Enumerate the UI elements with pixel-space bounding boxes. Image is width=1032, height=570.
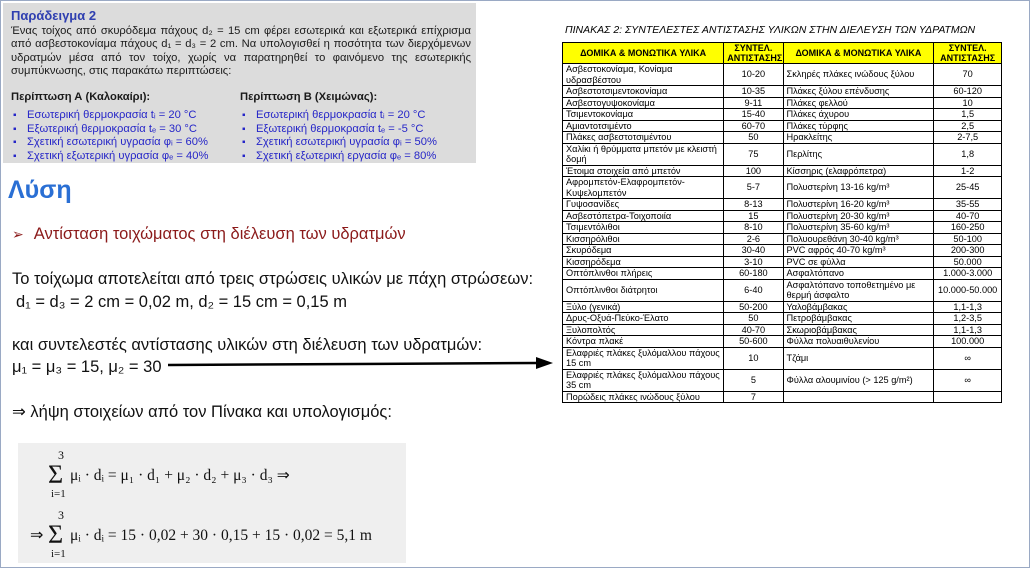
- example-box: [3, 3, 476, 163]
- formula-graphic: [18, 443, 406, 563]
- coefficient-cell: 1,8: [934, 143, 1002, 165]
- coefficient-cell: 1,2-3,5: [934, 313, 1002, 325]
- coefficient-cell: 100: [724, 165, 783, 177]
- coefficient-cell: 5-7: [724, 177, 783, 199]
- solution-title: Λύση: [8, 176, 72, 204]
- example-title: Παράδειγμα 2: [11, 8, 97, 23]
- table-row: [563, 369, 1002, 391]
- material-cell: Αφρομπετόν-Ελαφρομπετόν-Κυψελομπετόν: [563, 177, 724, 199]
- coefficient-cell: 50: [724, 313, 783, 325]
- formula-line-2: μᵢ · dᵢ = 15 · 0,02 + 30 · 0,15 + 15 · 0,02 = 5,1 m: [70, 527, 372, 544]
- coefficient-cell: 8-10: [724, 222, 783, 234]
- material-cell: Κισσηρόδεμα: [563, 256, 724, 268]
- material-cell: Οπτόπλινθοι διάτρητοι: [563, 279, 724, 301]
- material-cell: Σκληρές πλάκες ινώδους ξύλου: [783, 64, 934, 86]
- material-cell: Ξύλο (γενικά): [563, 301, 724, 313]
- coefficient-cell: 7: [724, 391, 783, 403]
- coefficient-cell: 1,5: [934, 109, 1002, 121]
- material-cell: Κόντρα πλακέ: [563, 336, 724, 348]
- table-row: [563, 64, 1002, 86]
- coefficient-cell: 40-70: [724, 324, 783, 336]
- material-cell: Πετροβάμβακας: [783, 313, 934, 325]
- coefficient-cell: 40-70: [934, 210, 1002, 222]
- material-cell: Πλάκες άχυρου: [783, 109, 934, 121]
- coefficient-cell: 15-40: [724, 109, 783, 121]
- list-item: ▪ Εξωτερική θερμοκρασία tₑ = 30 °C: [11, 123, 208, 137]
- coefficient-cell: ∞: [934, 369, 1002, 391]
- table-row: [563, 132, 1002, 144]
- table-row: [563, 233, 1002, 245]
- formula-line-1: μᵢ · dᵢ = μ₁ · d₁ + μ₂ · d₂ + μ₃ · d₃ ⇒: [70, 467, 290, 484]
- table-row: [563, 222, 1002, 234]
- column-header-material: ΔΟΜΙΚΑ & ΜΟΝΩΤΙΚΑ ΥΛΙΚΑ: [563, 43, 724, 64]
- material-cell: Κισσηρόλιθοι: [563, 233, 724, 245]
- coefficient-cell: 10: [724, 347, 783, 369]
- material-cell: Πλάκες φελλού: [783, 97, 934, 109]
- coefficient-cell: 2-7,5: [934, 132, 1002, 144]
- material-cell: Πλάκες ασβεστοτσιμέντου: [563, 132, 724, 144]
- material-cell: Έτοιμα στοιχεία από μπετόν: [563, 165, 724, 177]
- table-row: [563, 313, 1002, 325]
- coefficient-cell: 5: [724, 369, 783, 391]
- coefficient-cell: 1,1-1,3: [934, 301, 1002, 313]
- table-reference-text: ⇒ λήψη στοιχείων από τον Πίνακα και υπολογισμός:: [12, 403, 392, 421]
- material-cell: Σκωριοβάμβακας: [783, 324, 934, 336]
- sum-lower-limit: i=1: [51, 488, 66, 500]
- layers-text: Το τοίχωμα αποτελείται από τρεις στρώσεις υλικών με πάχη στρώσεων:: [12, 270, 534, 288]
- sum-upper-limit: 3: [58, 508, 64, 522]
- coefficient-cell: 50: [724, 132, 783, 144]
- list-item: ▪ Εσωτερική θερμοκρασία tᵢ = 20 °C: [240, 109, 437, 123]
- coefficient-cell: 15: [724, 210, 783, 222]
- coefficient-cell: 75: [724, 143, 783, 165]
- table-row: [563, 256, 1002, 268]
- table-row: [563, 120, 1002, 132]
- material-cell: Ελαφριές πλάκες ξυλόμαλλου πάχους 35 cm: [563, 369, 724, 391]
- material-cell: [783, 391, 934, 403]
- material-cell: Χαλίκι ή θρύμματα μπετόν με κλειστή δομή: [563, 143, 724, 165]
- coefficient-cell: 9-11: [724, 97, 783, 109]
- coefficient-cell: 50-600: [724, 336, 783, 348]
- table-row: [563, 210, 1002, 222]
- table-row: [563, 97, 1002, 109]
- coefficient-cell: [934, 391, 1002, 403]
- coefficient-cell: 10-35: [724, 86, 783, 98]
- material-cell: Ασφαλτόπανο: [783, 268, 934, 280]
- coefficient-cell: 10: [934, 97, 1002, 109]
- list-item: ▪ Εσωτερική θερμοκρασία tᵢ = 20 °C: [11, 109, 208, 123]
- material-cell: Πλάκες ξύλου επένδυσης: [783, 86, 934, 98]
- material-cell: Πολυουρεθάνη 30-40 kg/m³: [783, 233, 934, 245]
- material-cell: Οπτόπλινθοι πλήρεις: [563, 268, 724, 280]
- coefficient-cell: 70: [934, 64, 1002, 86]
- material-cell: Ελαφριές πλάκες ξυλόμαλλου πάχους 15 cm: [563, 347, 724, 369]
- sum-sign-icon: Σ: [48, 460, 64, 489]
- table-row: [563, 268, 1002, 280]
- case-b-list: [240, 109, 437, 163]
- coefficient-cell: 60-180: [724, 268, 783, 280]
- material-cell: Ασβεστογυψοκονίαμα: [563, 97, 724, 109]
- coefficient-cell: 200-300: [934, 245, 1002, 257]
- material-cell: Ηρακλείτης: [783, 132, 934, 144]
- coefficient-cell: 60-70: [724, 120, 783, 132]
- case-b-title: Περίπτωση Β (Χειμώνας):: [240, 91, 378, 103]
- material-cell: Φύλλα πολυαιθυλενίου: [783, 336, 934, 348]
- materials-table: [562, 42, 1002, 403]
- table-row: [563, 336, 1002, 348]
- material-cell: Ξυλοπολτός: [563, 324, 724, 336]
- material-cell: Φύλλα αλουμινίου (> 125 g/m²): [783, 369, 934, 391]
- case-a-title: Περίπτωση Α (Καλοκαίρι):: [11, 91, 151, 103]
- table-row: [563, 347, 1002, 369]
- formula-line-2-prefix: ⇒: [30, 527, 44, 544]
- material-cell: Αμιαντοτσιμέντο: [563, 120, 724, 132]
- material-cell: Τζάμι: [783, 347, 934, 369]
- material-cell: Πολυστερίνη 16-20 kg/m³: [783, 199, 934, 211]
- table-title: ΠΙΝΑΚΑΣ 2: ΣΥΝΤΕΛΕΣΤΕΣ ΑΝΤΙΣΤΑΣΗΣ ΥΛΙΚΩΝ ΣΤΗΝ ΔΙΕΛΕΥΣΗ ΤΩΝ ΥΔΡΑΤΜΩΝ: [565, 24, 976, 36]
- coefficient-cell: 25-45: [934, 177, 1002, 199]
- table-row: [563, 86, 1002, 98]
- material-cell: Τσιμεντόλιθοι: [563, 222, 724, 234]
- material-cell: Περλίτης: [783, 143, 934, 165]
- table-row: [563, 143, 1002, 165]
- coefficient-cell: 1-2: [934, 165, 1002, 177]
- table-row: [563, 301, 1002, 313]
- coefficient-cell: 2-6: [724, 233, 783, 245]
- material-cell: PVC αφρός 40-70 kg/m³: [783, 245, 934, 257]
- list-item: ▪ Σχετική εξωτερική υγρασία φₑ = 40%: [11, 150, 208, 164]
- coefficient-cell: 2,5: [934, 120, 1002, 132]
- column-header-coef: ΣΥΝΤΕΛ. ΑΝΤΙΣΤΑΣΗΣ: [934, 43, 1002, 64]
- coefficient-cell: 10-20: [724, 64, 783, 86]
- coefficients-text: και συντελεστές αντίστασης υλικών στη διέλευση των υδρατμών:: [12, 336, 483, 354]
- material-cell: Ασφαλτόπανο τοποθετημένο με θερμή άσφαλτο: [783, 279, 934, 301]
- material-cell: Γυψοσανίδες: [563, 199, 724, 211]
- table-row: [563, 109, 1002, 121]
- coefficient-cell: 6-40: [724, 279, 783, 301]
- table-row: [563, 324, 1002, 336]
- material-cell: Ασβεστοκονίαμα, Κονίαμα υδρασβέστου: [563, 64, 724, 86]
- coefficient-cell: 30-40: [724, 245, 783, 257]
- coefficient-cell: 100.000: [934, 336, 1002, 348]
- arrow-bullet-icon: ➢: [12, 226, 24, 242]
- column-header-material: ΔΟΜΙΚΑ & ΜΟΝΩΤΙΚΑ ΥΛΙΚΑ: [783, 43, 934, 64]
- list-item: ▪ Σχετική εσωτερική υγρασία φᵢ = 50%: [240, 136, 437, 150]
- coefficient-cell: 1.000-3.000: [934, 268, 1002, 280]
- sum-upper-limit: 3: [58, 448, 64, 462]
- material-cell: Πορώδεις πλάκες ινώδους ξύλου: [563, 391, 724, 403]
- material-cell: Πολυστερίνη 20-30 kg/m³: [783, 210, 934, 222]
- material-cell: Ασβεστόπετρα-Τοιχοποιία: [563, 210, 724, 222]
- coefficient-cell: 50-200: [724, 301, 783, 313]
- table-header-row: [563, 43, 1002, 64]
- material-cell: Τσιμεντοκονίαμα: [563, 109, 724, 121]
- material-cell: Πολυστερίνη 35-60 kg/m³: [783, 222, 934, 234]
- coefficient-cell: 10.000-50.000: [934, 279, 1002, 301]
- coefficient-cell: 35-55: [934, 199, 1002, 211]
- table-row: [563, 245, 1002, 257]
- table-row: [563, 199, 1002, 211]
- table-row: [563, 165, 1002, 177]
- example-text: Ένας τοίχος από σκυρόδεμα πάχους d₂ = 15 cm φέρει εσωτερικά και εξωτερικά επίχρισμα από ασβεστοκονίαμα πάχους d₁ = d₃ = 2 cm. Να υπολογισθεί η ποσότητα των διερχόμενων υδρατμών μέσα από τον τοίχο, χωρίς να παρατηρηθεί το φαινόμενο της εσωτερικής συμπύκνωσης, στις παρακάτω περιπτώσεις:: [11, 25, 471, 78]
- coefficient-cell: 1,1-1,3: [934, 324, 1002, 336]
- list-item: ▪ Εξωτερική θερμοκρασία tₑ = -5 °C: [240, 123, 437, 137]
- table-row: [563, 177, 1002, 199]
- case-a-list: [11, 109, 208, 163]
- list-item: ▪ Σχετική εσωτερική υγρασία φᵢ = 60%: [11, 136, 208, 150]
- coefficient-cell: ∞: [934, 347, 1002, 369]
- material-cell: Πλάκες τύρφης: [783, 120, 934, 132]
- coefficient-cell: 60-120: [934, 86, 1002, 98]
- material-cell: Υαλοβάμβακας: [783, 301, 934, 313]
- coefficient-cell: 160-250: [934, 222, 1002, 234]
- coefficient-cell: 50-100: [934, 233, 1002, 245]
- arrow-to-table-icon: [168, 355, 553, 375]
- material-cell: Σκυρόδεμα: [563, 245, 724, 257]
- list-item: ▪ Σχετική εξωτερική εργασία φₑ = 80%: [240, 150, 437, 164]
- material-cell: Δρυς-Οξυά-Πεύκο-Έλατο: [563, 313, 724, 325]
- table-row: [563, 279, 1002, 301]
- section-heading: [12, 225, 406, 244]
- column-header-coef: ΣΥΝΤΕΛ. ΑΝΤΙΣΤΑΣΗΣ: [724, 43, 783, 64]
- coefficient-values: μ₁ = μ₃ = 15, μ₂ = 30: [12, 358, 162, 376]
- section-title: Αντίσταση τοιχώματος στη διέλευση των υδρατμών: [33, 225, 406, 243]
- thickness-values: d₁ = d₃ = 2 cm = 0,02 m, d₂ = 15 cm = 0,15 m: [16, 293, 347, 311]
- coefficient-cell: 3-10: [724, 256, 783, 268]
- sum-lower-limit: i=1: [51, 548, 66, 560]
- coefficient-cell: 50.000: [934, 256, 1002, 268]
- coefficient-cell: 8-13: [724, 199, 783, 211]
- material-cell: Ασβεστοτσιμεντοκονίαμα: [563, 86, 724, 98]
- table-row: [563, 391, 1002, 403]
- material-cell: Πολυστερίνη 13-16 kg/m³: [783, 177, 934, 199]
- formula-box: [18, 443, 406, 563]
- material-cell: Κίσσηρις (ελαφρόπετρα): [783, 165, 934, 177]
- sum-sign-icon: Σ: [48, 520, 64, 549]
- material-cell: PVC σε φύλλα: [783, 256, 934, 268]
